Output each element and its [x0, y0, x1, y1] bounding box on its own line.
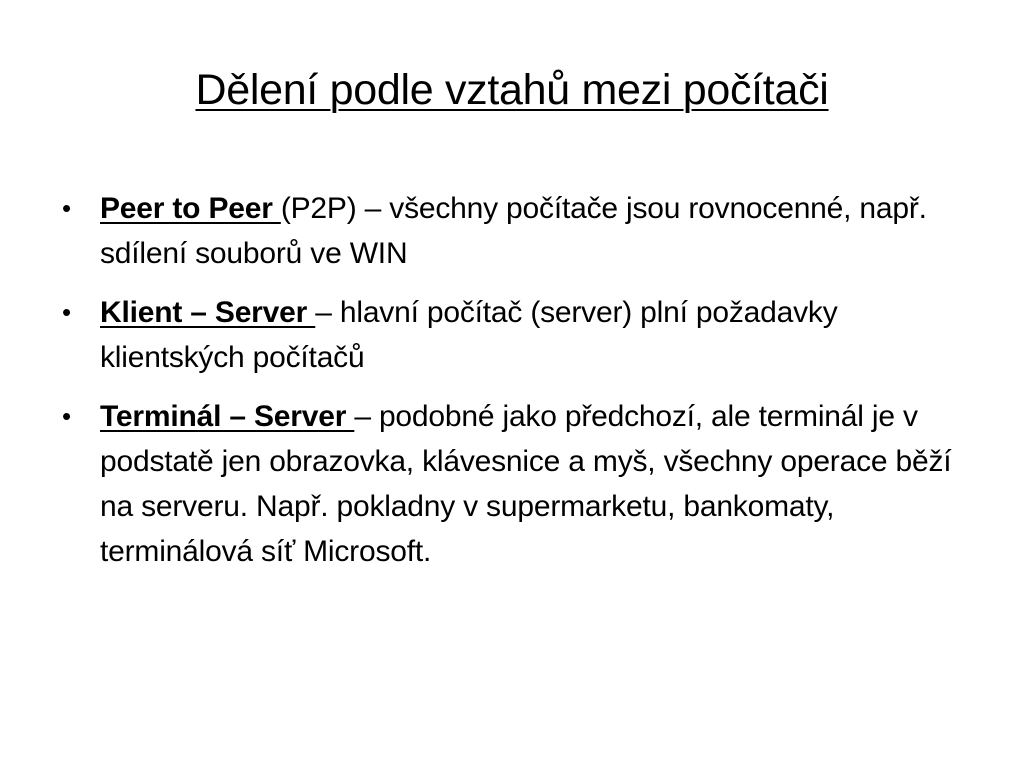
bullet-icon: •	[62, 193, 71, 223]
bullet-description: – podobné jako předchozí, ale terminál je v podstatě jen obrazovka, klávesnice a myš, všechny operace běží na serveru. Např. pokladny v supermarketu, bankomaty, terminálová síť Microsoft.	[100, 400, 952, 568]
bullet-term: Terminál – Server	[100, 400, 355, 433]
bullet-icon: •	[62, 401, 71, 431]
list-item-p2p	[58, 186, 958, 276]
list-item-terminal-server	[58, 394, 958, 574]
bullet-description: (P2P) – všechny počítače jsou rovnocenné, např. sdílení souborů ve WIN	[100, 192, 927, 270]
bullet-term: Peer to Peer	[100, 192, 281, 225]
slide-title	[60, 66, 964, 115]
bullet-description: – hlavní počítač (server) plní požadavky klientských počítačů	[100, 296, 838, 374]
bullet-term: Klient – Server	[100, 296, 316, 329]
slide-title-text: Dělení podle vztahů mezi počítači	[195, 66, 829, 114]
bullet-list	[58, 186, 958, 588]
bullet-icon: •	[62, 297, 71, 327]
list-item-client-server	[58, 290, 958, 380]
